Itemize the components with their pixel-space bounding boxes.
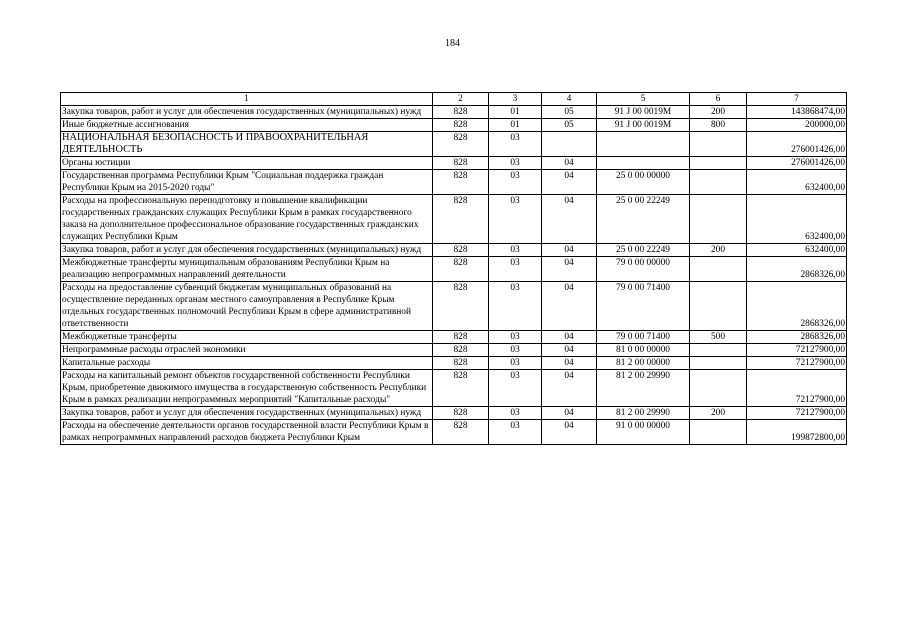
table-row	[61, 170, 847, 195]
section-code: 03	[489, 407, 542, 420]
table-row	[61, 195, 847, 244]
expense-type-code	[690, 357, 747, 370]
admin-code: 828	[433, 244, 489, 257]
section-code: 03	[489, 157, 542, 170]
section-code: 03	[489, 420, 542, 445]
table-row	[61, 357, 847, 370]
subsection-code: 04	[542, 170, 597, 195]
item-name: Непрограммные расходы отраслей экономики	[61, 344, 433, 357]
section-code: 03	[489, 344, 542, 357]
amount: 143868474,00	[747, 106, 847, 119]
subsection-code: 04	[542, 195, 597, 244]
item-name: Расходы на предоставление субвенций бюджетам муниципальных образований на осуществление переданных органам местного самоуправления в Республике Крым отдельных государственных полномочий Республики Крым в сфере административной ответственности	[61, 282, 433, 331]
item-name: Государственная программа Республики Крым "Социальная поддержка граждан Республики Крым на 2015-2020 годы"	[61, 170, 433, 195]
item-name: Расходы на профессиональную переподготовку и повышение квалификации государственных гражданских служащих Республики Крым в рамках государственного заказа на дополнительное профессиональное образование государственных гражданских служащих Республики Крым	[61, 195, 433, 244]
section-code: 03	[489, 370, 542, 407]
section-code: 03	[489, 357, 542, 370]
admin-code: 828	[433, 119, 489, 132]
item-name: Органы юстиции	[61, 157, 433, 170]
admin-code: 828	[433, 370, 489, 407]
amount: 2868326,00	[747, 331, 847, 344]
target-article-code	[597, 132, 690, 157]
section-code: 03	[489, 257, 542, 282]
item-name: Закупка товаров, работ и услуг для обеспечения государственных (муниципальных) нужд	[61, 407, 433, 420]
admin-code: 828	[433, 407, 489, 420]
admin-code: 828	[433, 344, 489, 357]
table-row	[61, 331, 847, 344]
target-article-code: 79 0 00 71400	[597, 282, 690, 331]
column-header: 7	[747, 93, 847, 106]
expense-type-code: 800	[690, 119, 747, 132]
section-code: 03	[489, 170, 542, 195]
item-name: Иные бюджетные ассигнования	[61, 119, 433, 132]
item-name: НАЦИОНАЛЬНАЯ БЕЗОПАСНОСТЬ И ПРАВООХРАНИТЕЛЬНАЯ ДЕЯТЕЛЬНОСТЬ	[61, 132, 433, 157]
section-code: 03	[489, 132, 542, 157]
item-name: Закупка товаров, работ и услуг для обеспечения государственных (муниципальных) нужд	[61, 244, 433, 257]
expense-type-code: 200	[690, 244, 747, 257]
admin-code: 828	[433, 195, 489, 244]
admin-code: 828	[433, 257, 489, 282]
table-row	[61, 244, 847, 257]
subsection-code: 04	[542, 407, 597, 420]
target-article-code: 81 0 00 00000	[597, 344, 690, 357]
target-article-code: 91 J 00 0019M	[597, 106, 690, 119]
subsection-code: 04	[542, 331, 597, 344]
amount: 72127900,00	[747, 344, 847, 357]
admin-code: 828	[433, 106, 489, 119]
subsection-code: 04	[542, 257, 597, 282]
table-row	[61, 106, 847, 119]
table-header-row	[61, 93, 847, 106]
target-article-code: 25 0 00 22249	[597, 195, 690, 244]
table-row	[61, 344, 847, 357]
section-code: 01	[489, 119, 542, 132]
target-article-code: 79 0 00 00000	[597, 257, 690, 282]
page-number: 184	[445, 38, 460, 49]
expense-type-code	[690, 370, 747, 407]
target-article-code: 25 0 00 22249	[597, 244, 690, 257]
amount: 632400,00	[747, 170, 847, 195]
table-row	[61, 407, 847, 420]
subsection-code: 04	[542, 244, 597, 257]
subsection-code: 04	[542, 344, 597, 357]
expense-type-code	[690, 195, 747, 244]
table-row	[61, 132, 847, 157]
expense-type-code	[690, 170, 747, 195]
column-header: 1	[61, 93, 433, 106]
admin-code: 828	[433, 420, 489, 445]
column-header: 2	[433, 93, 489, 106]
column-header: 3	[489, 93, 542, 106]
expense-type-code	[690, 344, 747, 357]
amount: 2868326,00	[747, 257, 847, 282]
section-code: 03	[489, 244, 542, 257]
item-name: Капитальные расходы	[61, 357, 433, 370]
item-name: Закупка товаров, работ и услуг для обеспечения государственных (муниципальных) нужд	[61, 106, 433, 119]
subsection-code: 04	[542, 357, 597, 370]
target-article-code: 79 0 00 71400	[597, 331, 690, 344]
expense-type-code: 500	[690, 331, 747, 344]
expense-type-code	[690, 157, 747, 170]
subsection-code: 05	[542, 119, 597, 132]
expense-type-code: 200	[690, 106, 747, 119]
table-row	[61, 420, 847, 445]
admin-code: 828	[433, 132, 489, 157]
column-header: 4	[542, 93, 597, 106]
amount: 200000,00	[747, 119, 847, 132]
item-name: Расходы на обеспечение деятельности органов государственной власти Республики Крым в рамках непрограммных направлений расходов бюджета Республики Крым	[61, 420, 433, 445]
subsection-code: 04	[542, 420, 597, 445]
section-code: 03	[489, 331, 542, 344]
target-article-code: 81 2 00 00000	[597, 357, 690, 370]
item-name: Межбюджетные трансферты	[61, 331, 433, 344]
target-article-code: 81 2 00 29990	[597, 370, 690, 407]
column-header: 6	[690, 93, 747, 106]
expense-type-code	[690, 132, 747, 157]
amount: 632400,00	[747, 195, 847, 244]
target-article-code	[597, 157, 690, 170]
amount: 276001426,00	[747, 132, 847, 157]
table-row	[61, 370, 847, 407]
target-article-code: 25 0 00 00000	[597, 170, 690, 195]
admin-code: 828	[433, 357, 489, 370]
table-row	[61, 119, 847, 132]
admin-code: 828	[433, 331, 489, 344]
expense-type-code	[690, 282, 747, 331]
amount: 72127900,00	[747, 357, 847, 370]
expense-type-code: 200	[690, 407, 747, 420]
amount: 2868326,00	[747, 282, 847, 331]
table-row	[61, 282, 847, 331]
item-name: Расходы на капитальный ремонт объектов государственной собственности Республики Крым, приобретение движимого имущества в государственную собственность Республики Крым в рамках реализации непрограммных мероприятий "Капитальные расходы"	[61, 370, 433, 407]
budget-table	[60, 92, 847, 445]
amount: 199872800,00	[747, 420, 847, 445]
section-code: 01	[489, 106, 542, 119]
expense-type-code	[690, 257, 747, 282]
admin-code: 828	[433, 282, 489, 331]
item-name: Межбюджетные трансферты муниципальным образованиям Республики Крым на реализацию непрограммных направлений деятельности	[61, 257, 433, 282]
amount: 632400,00	[747, 244, 847, 257]
target-article-code: 91 0 00 00000	[597, 420, 690, 445]
subsection-code: 04	[542, 282, 597, 331]
subsection-code	[542, 132, 597, 157]
table-row	[61, 257, 847, 282]
admin-code: 828	[433, 157, 489, 170]
target-article-code: 91 J 00 0019M	[597, 119, 690, 132]
section-code: 03	[489, 195, 542, 244]
amount: 72127900,00	[747, 370, 847, 407]
admin-code: 828	[433, 170, 489, 195]
section-code: 03	[489, 282, 542, 331]
column-header: 5	[597, 93, 690, 106]
amount: 276001426,00	[747, 157, 847, 170]
expense-type-code	[690, 420, 747, 445]
amount: 72127900,00	[747, 407, 847, 420]
table-row	[61, 157, 847, 170]
subsection-code: 05	[542, 106, 597, 119]
subsection-code: 04	[542, 370, 597, 407]
target-article-code: 81 2 00 29990	[597, 407, 690, 420]
subsection-code: 04	[542, 157, 597, 170]
